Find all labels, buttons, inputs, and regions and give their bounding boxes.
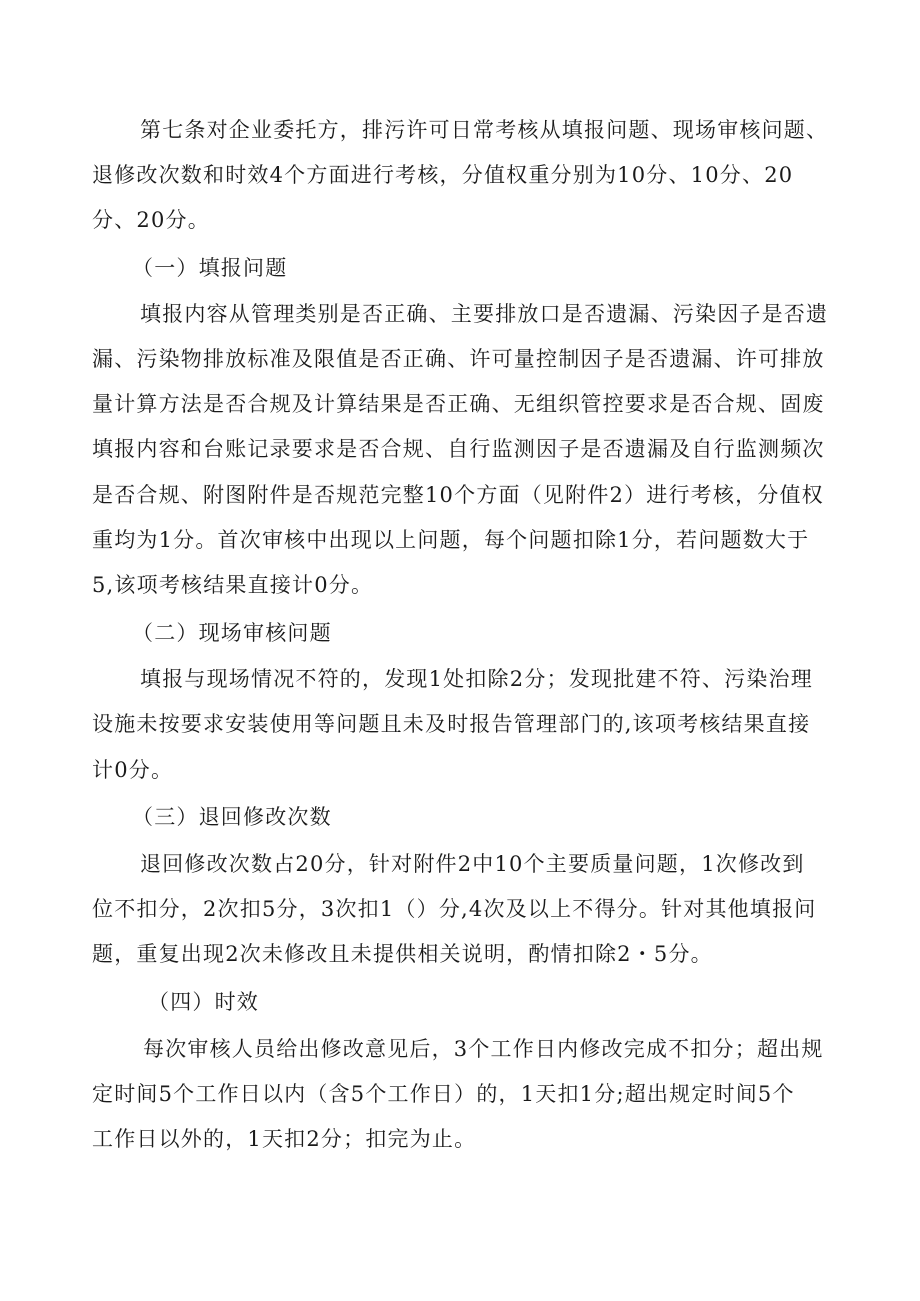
article7-line-2: 退修改次数和时效4个方面进行考核，分值权重分别为10分、10分、20 <box>92 163 794 187</box>
section4-line-1: 每次审核人员给出修改意见后，3个工作日内修改完成不扣分；超出规 <box>143 1037 824 1061</box>
section-heading-4: （四）时效 <box>148 990 259 1014</box>
section-heading-1: （一）填报问题 <box>132 256 288 280</box>
section-heading-3: （三）退回修改次数 <box>132 805 332 829</box>
section1-line-7: 5,该项考核结果直接计0分。 <box>92 573 374 597</box>
section1-line-2: 漏、污染物排放标准及限值是否正确、许可量控制因子是否遗漏、许可排放 <box>92 347 825 371</box>
section3-line-1: 退回修改次数占20分，针对附件2中10个主要质量问题，1次修改到 <box>140 852 805 876</box>
section2-line-1: 填报与现场情况不符的，发现1处扣除2分；发现批建不符、污染治理 <box>140 667 813 691</box>
section1-line-6: 重均为1分。首次审核中出现以上问题，每个问题扣除1分，若问题数大于 <box>92 528 810 552</box>
section4-line-2: 定时间5个工作日以内（含5个工作日）的，1天扣1分;超出规定时间5个 <box>92 1082 795 1106</box>
section1-line-5: 是否合规、附图附件是否规范完整10个方面（见附件2）进行考核，分值权 <box>92 483 824 507</box>
section1-line-1: 填报内容从管理类别是否正确、主要排放口是否遗漏、污染因子是否遗 <box>140 302 829 326</box>
section1-line-3: 量计算方法是否合规及计算结果是否正确、无组织管控要求是否合规、固废 <box>92 392 825 416</box>
article7-line-1: 第七条对企业委托方，排污许可日常考核从填报问题、现场审核问题、 <box>140 118 829 142</box>
article7-line-3: 分、20分。 <box>92 208 210 232</box>
section1-line-4: 填报内容和台账记录要求是否合规、自行监测因子是否遗漏及自行监测频次 <box>92 437 825 461</box>
section2-line-3: 计0分。 <box>92 758 174 782</box>
section3-line-3: 题，重复出现2次未修改且未提供相关说明，酌情扣除2・5分。 <box>92 942 713 966</box>
section2-line-2: 设施未按要求安装使用等问题且未及时报告管理部门的,该项考核结果直接 <box>92 712 811 736</box>
section-heading-2: （二）现场审核问题 <box>132 621 332 645</box>
section4-line-3: 工作日以外的，1天扣2分；扣完为止。 <box>92 1127 477 1151</box>
section3-line-2: 位不扣分，2次扣5分，3次扣1（）分,4次及以上不得分。针对其他填报问 <box>92 897 817 921</box>
